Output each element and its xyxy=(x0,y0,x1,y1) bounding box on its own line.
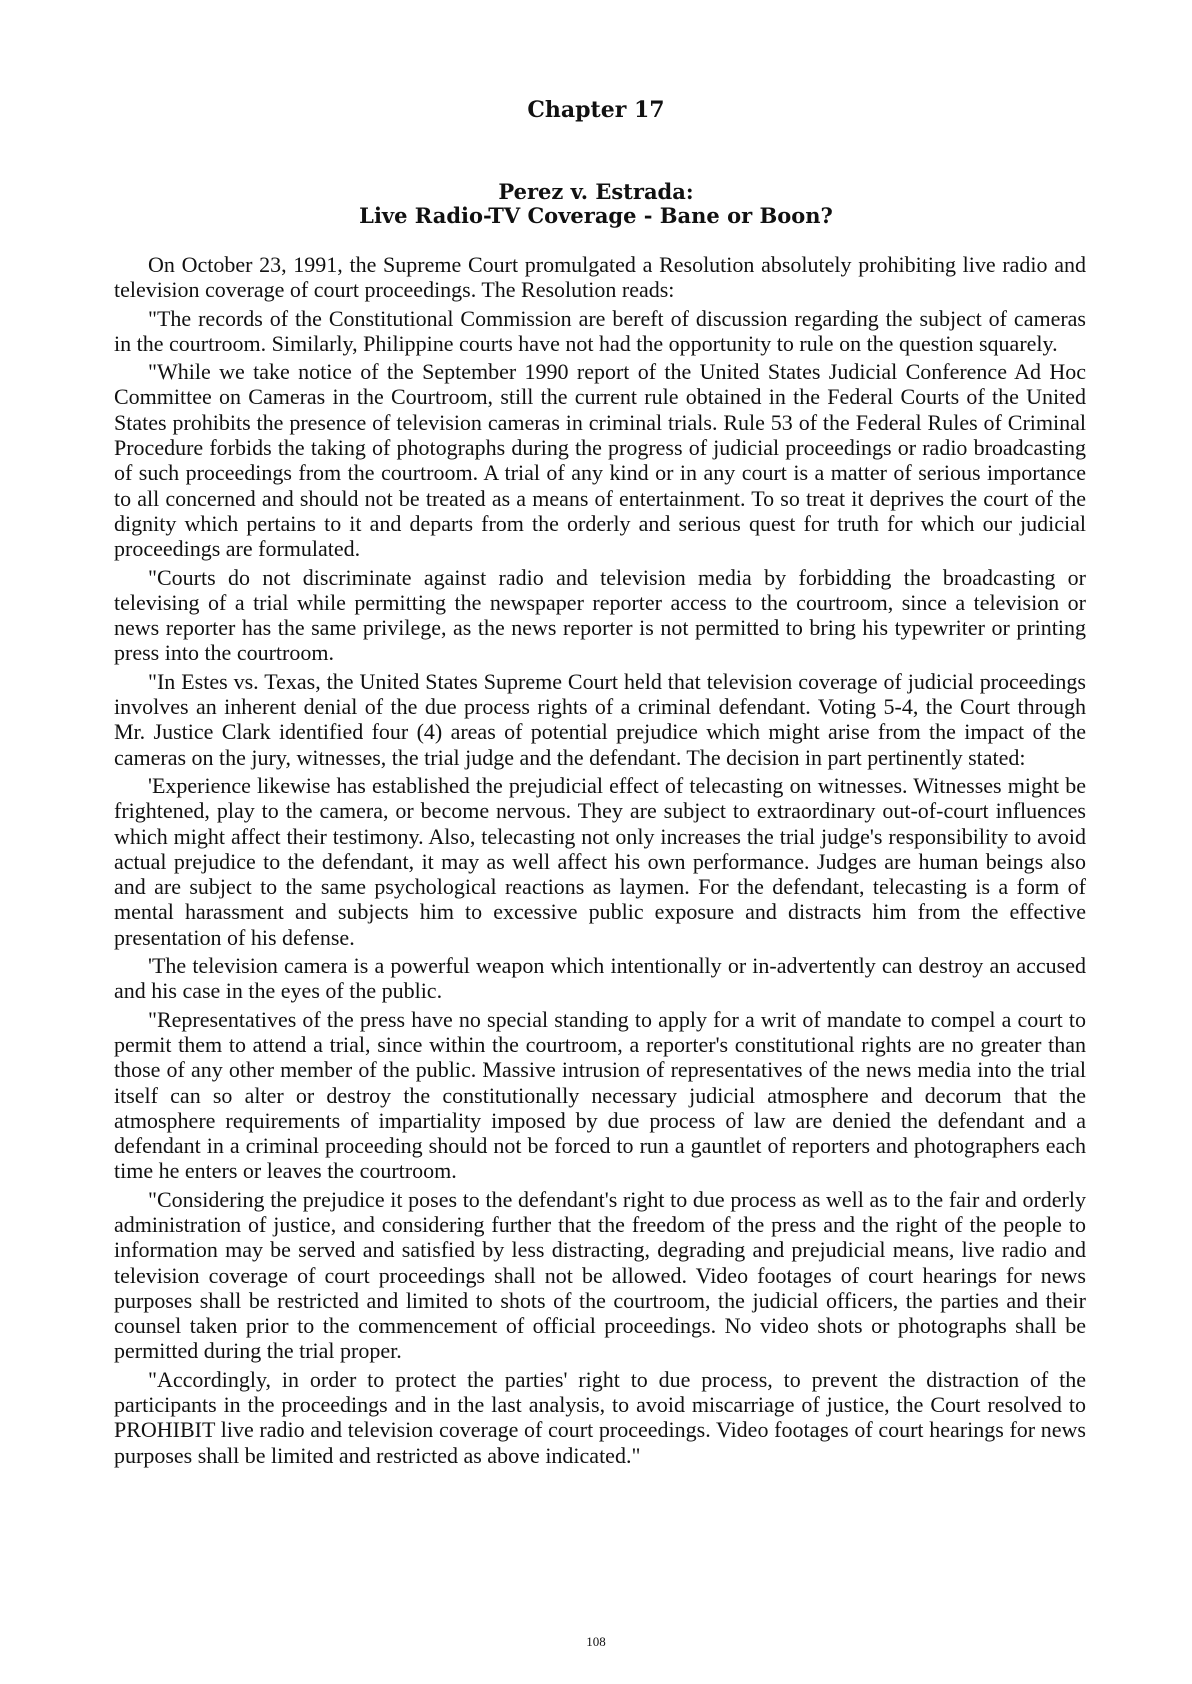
chapter-heading: Chapter 17 xyxy=(527,97,665,123)
chapter-title xyxy=(0,180,1192,228)
chapter-title-line-1: Perez v. Estrada: xyxy=(498,179,694,204)
body-text xyxy=(114,252,1086,1471)
paragraph: "While we take notice of the September 1990 report of the United States Judicial Conference Ad Hoc Committee on Cameras in the Courtroom, still the current rule obtained in the Federal Courts of the United States prohibits the presence of television cameras in criminal trials. Rule 53 of the Federal Rules of Criminal Procedure forbids the taking of photographs during the progress of judicial proceedings or radio broadcasting of such proceedings from the courtroom. A trial of any kind or in any court is a matter of serious importance to all concerned and should not be treated as a means of entertainment. To so treat it deprives the court of the dignity which pertains to it and departs from the orderly and serious quest for truth for which our judicial proceedings are formulated. xyxy=(114,359,1086,562)
paragraph: 'The television camera is a powerful weapon which intentionally or in-advertently can destroy an accused and his case in the eyes of the public. xyxy=(114,953,1086,1004)
paragraph: "Accordingly, in order to protect the parties' right to due process, to prevent the distraction of the participants in the proceedings and in the last analysis, to avoid miscarriage of justice, the Court resolved to PROHIBIT live radio and television coverage of court proceedings. Video footages of court hearings for news purposes shall be limited and restricted as above indicated." xyxy=(114,1366,1086,1468)
paragraph: On October 23, 1991, the Supreme Court promulgated a Resolution absolutely prohibiting live radio and television coverage of court proceedings. The Resolution reads: xyxy=(114,252,1086,303)
paragraph: "The records of the Constitutional Commission are bereft of discussion regarding the subject of cameras in the courtroom. Similarly, Philippine courts have not had the opportunity to rule on the question squarely. xyxy=(114,305,1086,356)
paragraph: "Courts do not discriminate against radio and television media by forbidding the broadcasting or televising of a trial while permitting the newspaper reporter access to the courtroom, since a television or news reporter has the same privilege, as the news reporter is not permitted to bring his typewriter or printing press into the courtroom. xyxy=(114,564,1086,666)
paragraph: "In Estes vs. Texas, the United States Supreme Court held that television coverage of judicial proceedings involves an inherent denial of the due process rights of a criminal defendant. Voting 5-4, the Court through Mr. Justice Clark identified four (4) areas of potential prejudice which might arise from the impact of the cameras on the jury, witnesses, the trial judge and the defendant. The decision in part pertinently stated: xyxy=(114,668,1086,770)
chapter-title-line-2: Live Radio-TV Coverage - Bane or Boon? xyxy=(359,203,833,228)
paragraph: 'Experience likewise has established the prejudicial effect of telecasting on witnesses. Witnesses might be frightened, play to the camera, or become nervous. They are subject to extraordinary out-of-court influences which might affect their testimony. Also, telecasting not only increases the trial judge's responsibility to avoid actual prejudice to the defendant, it may as well affect his own performance. Judges are human beings also and are subject to the same psychological reactions as laymen. For the defendant, telecasting is a form of mental harassment and subjects him to excessive public exposure and distracts him from the effective presentation of his defense. xyxy=(114,772,1086,950)
paragraph: "Considering the prejudice it poses to the defendant's right to due process as well as to the fair and orderly administration of justice, and considering further that the freedom of the press and the right of the people to information may be served and satisfied by less distracting, degrading and prejudicial means, live radio and television coverage of court proceedings shall not be allowed. Video footages of court hearings for news purposes shall be restricted and limited to shots of the courtroom, the judicial officers, the parties and their counsel taken prior to the commencement of official proceedings. No video shots or photographs shall be permitted during the trial proper. xyxy=(114,1186,1086,1364)
page-number: 108 xyxy=(586,1634,606,1649)
paragraph: "Representatives of the press have no special standing to apply for a writ of mandate to compel a court to permit them to attend a trial, since within the courtroom, a reporter's constitutional rights are no greater than those of any other member of the public. Massive intrusion of representatives of the news media into the trial itself can so alter or destroy the constitutionally necessary judicial atmosphere and decorum that the atmosphere requirements of impartiality imposed by due process of law are denied the defendant and a defendant in a criminal proceeding should not be forced to run a gauntlet of reporters and photographers each time he enters or leaves the courtroom. xyxy=(114,1006,1086,1184)
